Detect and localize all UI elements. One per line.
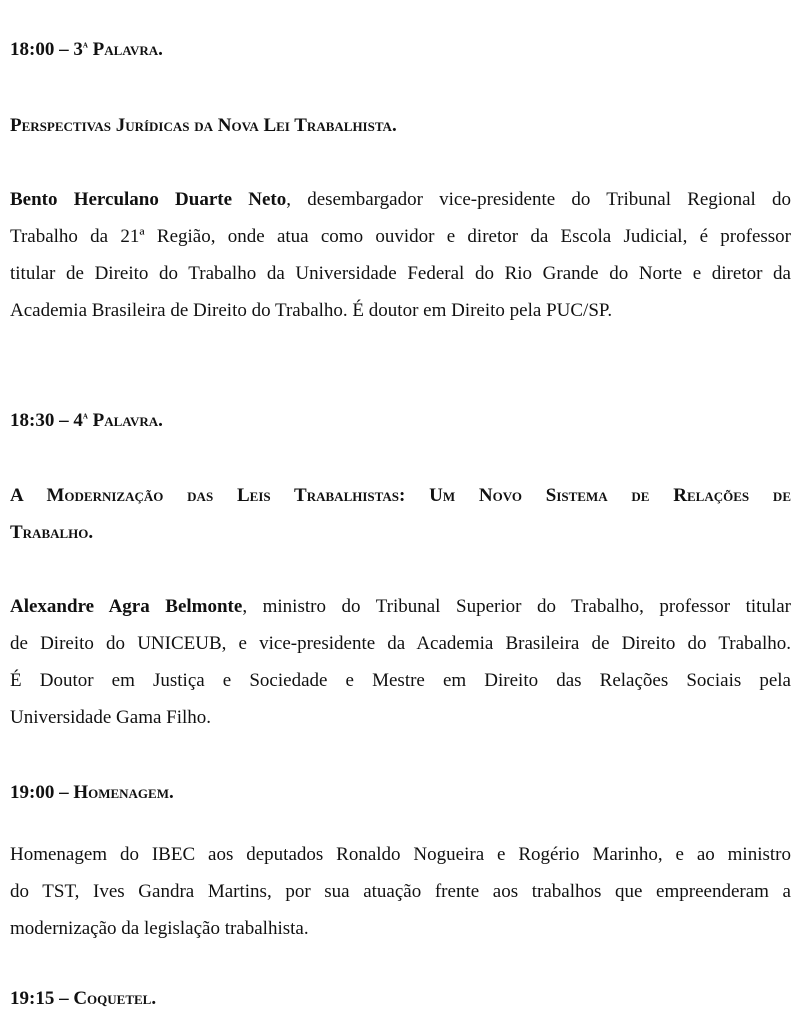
speaker-name: Bento Herculano Duarte Neto	[10, 189, 287, 210]
speaker-bio-line-2: Trabalho da 21ª Região, onde atua como ouvidor e diretor da Escola Judicial, é professor	[10, 226, 791, 247]
ordinal-mark: a	[82, 410, 88, 422]
speaker-name: Alexandre Agra Belmonte	[10, 596, 243, 617]
session-label: Coquetel.	[73, 988, 157, 1009]
talk-title-1: Perspectivas Jurídicas da Nova Lei Trabalhista.	[10, 115, 397, 136]
session-time: 19:00 –	[10, 782, 69, 803]
speaker-bio-line-1	[10, 589, 791, 625]
session-number: 4	[73, 410, 83, 431]
speaker-bio-line-4: Academia Brasileira de Direito do Trabalho. É doutor em Direito pela PUC/SP.	[10, 300, 613, 321]
bio-text: , ministro do Tribunal Superior do Trabalho, professor titular	[242, 596, 791, 617]
tribute-text-line-3: modernização da legislação trabalhista.	[10, 918, 309, 939]
speaker-bio-line-3: É Doutor em Justiça e Sociedade e Mestre em Direito das Relações Sociais pela	[10, 670, 791, 691]
bio-text: , desembargador vice-presidente do Tribunal Regional do	[286, 189, 791, 210]
session-heading-4th-talk	[10, 403, 791, 439]
session-time: 19:15 –	[10, 988, 69, 1009]
session-heading-tribute	[10, 775, 791, 811]
tribute-text-line-1: Homenagem do IBEC aos deputados Ronaldo Nogueira e Rogério Marinho, e ao ministro	[10, 844, 791, 865]
session-heading-3rd-talk	[10, 32, 791, 68]
session-heading-cocktail	[10, 981, 791, 1017]
speaker-bio-line-4: Universidade Gama Filho.	[10, 707, 212, 728]
ordinal-mark: a	[82, 39, 88, 51]
speaker-bio-line-1	[10, 182, 791, 218]
session-time: 18:30 –	[10, 410, 69, 431]
speaker-bio-line-3: titular de Direito do Trabalho da Universidade Federal do Rio Grande do Norte e diretor da	[10, 263, 791, 284]
session-label: Palavra.	[92, 39, 163, 60]
talk-title-2-line-1: A Modernização das Leis Trabalhistas: Um Novo Sistema de Relações de	[10, 485, 791, 506]
session-number: 3	[73, 39, 83, 60]
tribute-text-line-2: do TST, Ives Gandra Martins, por sua atuação frente aos trabalhos que empreenderam a	[10, 881, 791, 902]
session-label: Homenagem.	[73, 782, 174, 803]
talk-title-2-line-2: Trabalho.	[10, 522, 94, 543]
session-label: Palavra.	[92, 410, 163, 431]
speaker-bio-line-2: de Direito do UNICEUB, e vice-presidente da Academia Brasileira de Direito do Trabalho.	[10, 633, 791, 654]
session-time: 18:00 –	[10, 39, 69, 60]
